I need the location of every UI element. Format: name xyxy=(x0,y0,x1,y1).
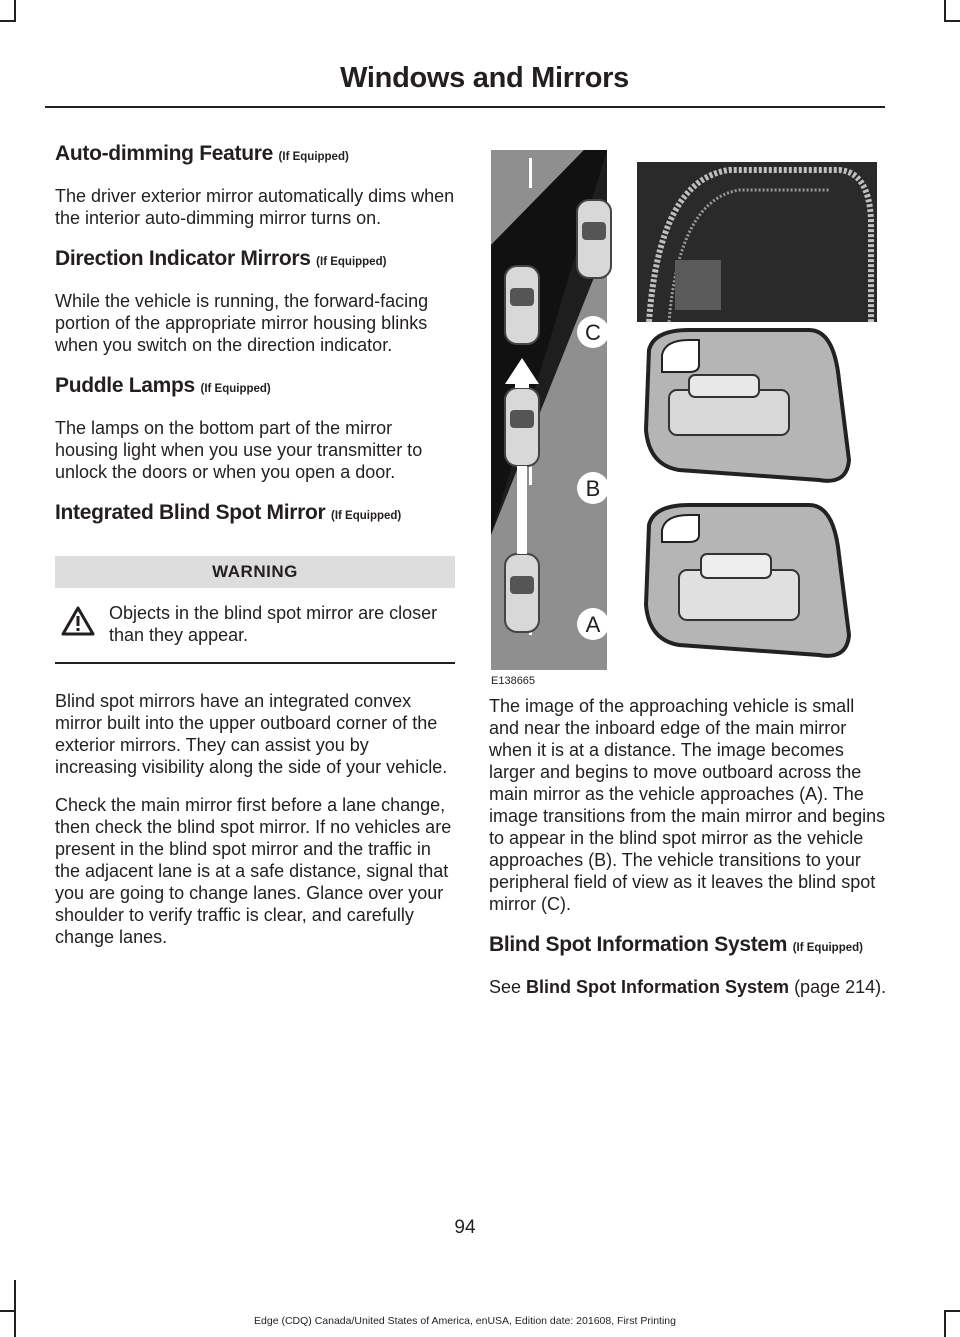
label-c: C xyxy=(585,320,601,345)
crop-mark xyxy=(14,0,16,22)
page-number: 94 xyxy=(454,1217,476,1238)
see-reference xyxy=(489,976,889,998)
section-heading xyxy=(489,931,889,962)
label-a: A xyxy=(585,612,601,637)
crop-mark xyxy=(14,1280,16,1337)
section-heading xyxy=(55,372,455,403)
left-column xyxy=(55,140,455,964)
heading-text: Puddle Lamps xyxy=(55,374,195,397)
heading-tag: (If Equipped) xyxy=(330,510,402,522)
paragraph: Blind spot mirrors have an integrated convex mirror built into the upper outboard corner of the exterior mirrors. They can assist you by increasing visibility along the side of your vehicle. xyxy=(55,691,448,777)
paragraph: While the vehicle is running, the forward-facing portion of the appropriate mirror housing blinks when you switch on the direction indicator. xyxy=(55,291,429,355)
paragraph: The image of the approaching vehicle is small and near the inboard edge of the main mirror when it is at a distance. The image becomes larger and begins to move outboard across the main mirror as the vehicle approaches (A). The image transitions from the main mirror and begins to appear in the blind spot mirror as the vehicle approaches (B). The vehicle transitions to your peripheral field of view as it leaves the blind spot mirror (C). xyxy=(489,696,886,914)
crop-mark xyxy=(944,0,946,22)
heading-tag: (If Equipped) xyxy=(316,256,387,268)
heading-tag: (If Equipped) xyxy=(792,942,863,954)
blind-spot-figure xyxy=(489,140,877,687)
warning-text: Objects in the blind spot mirror are closer than they appear. xyxy=(109,603,438,645)
crop-mark xyxy=(944,20,960,22)
heading-tag: (If Equipped) xyxy=(278,151,349,163)
figure-code: E138665 xyxy=(491,675,536,687)
crop-mark xyxy=(944,1310,946,1337)
heading-text: Blind Spot Information System xyxy=(489,933,788,956)
section-heading xyxy=(55,140,455,171)
section-heading xyxy=(55,499,455,530)
page-header xyxy=(45,60,885,108)
car-icon xyxy=(505,266,539,344)
page-title: Windows and Mirrors xyxy=(340,62,629,94)
paragraph: Check the main mirror first before a lane change, then check the blind spot mirror. If no vehicles are present in the blind spot mirror and the traffic in the adjacent lane is at a safe distance, signal that you are going to change lanes. Glance over your shoulder to verify traffic is clear, and carefully change lanes. xyxy=(55,795,452,947)
right-column xyxy=(489,140,889,1014)
paragraph: The driver exterior mirror automatically dims when the interior auto-dimming mirror turns on. xyxy=(55,186,455,228)
footer-text: Edge (CDQ) Canada/United States of America, enUSA, Edition date: 201608, First Printing xyxy=(254,1315,676,1327)
car-icon xyxy=(577,200,611,278)
cross-reference-link[interactable]: Blind Spot Information System xyxy=(526,977,790,997)
car-icon xyxy=(505,554,539,632)
heading-text: Direction Indicator Mirrors xyxy=(55,247,311,270)
crop-mark xyxy=(944,1310,960,1312)
heading-text: Integrated Blind Spot Mirror xyxy=(55,501,326,524)
heading-text: Auto-dimming Feature xyxy=(55,142,273,165)
label-b: B xyxy=(585,476,601,501)
warning-label: WARNING xyxy=(55,556,455,588)
warning-triangle-icon xyxy=(61,606,95,636)
blind-spot-illustration xyxy=(489,140,877,670)
paragraph: The lamps on the bottom part of the mirror housing light when you use your transmitter to unlock the doors or when you open a door. xyxy=(55,418,423,482)
warning-box xyxy=(55,588,455,664)
section-heading xyxy=(55,245,455,276)
heading-tag: (If Equipped) xyxy=(200,383,271,395)
page-reference: (page 214). xyxy=(794,977,887,997)
car-icon xyxy=(505,388,539,466)
see-prefix: See xyxy=(489,977,527,997)
